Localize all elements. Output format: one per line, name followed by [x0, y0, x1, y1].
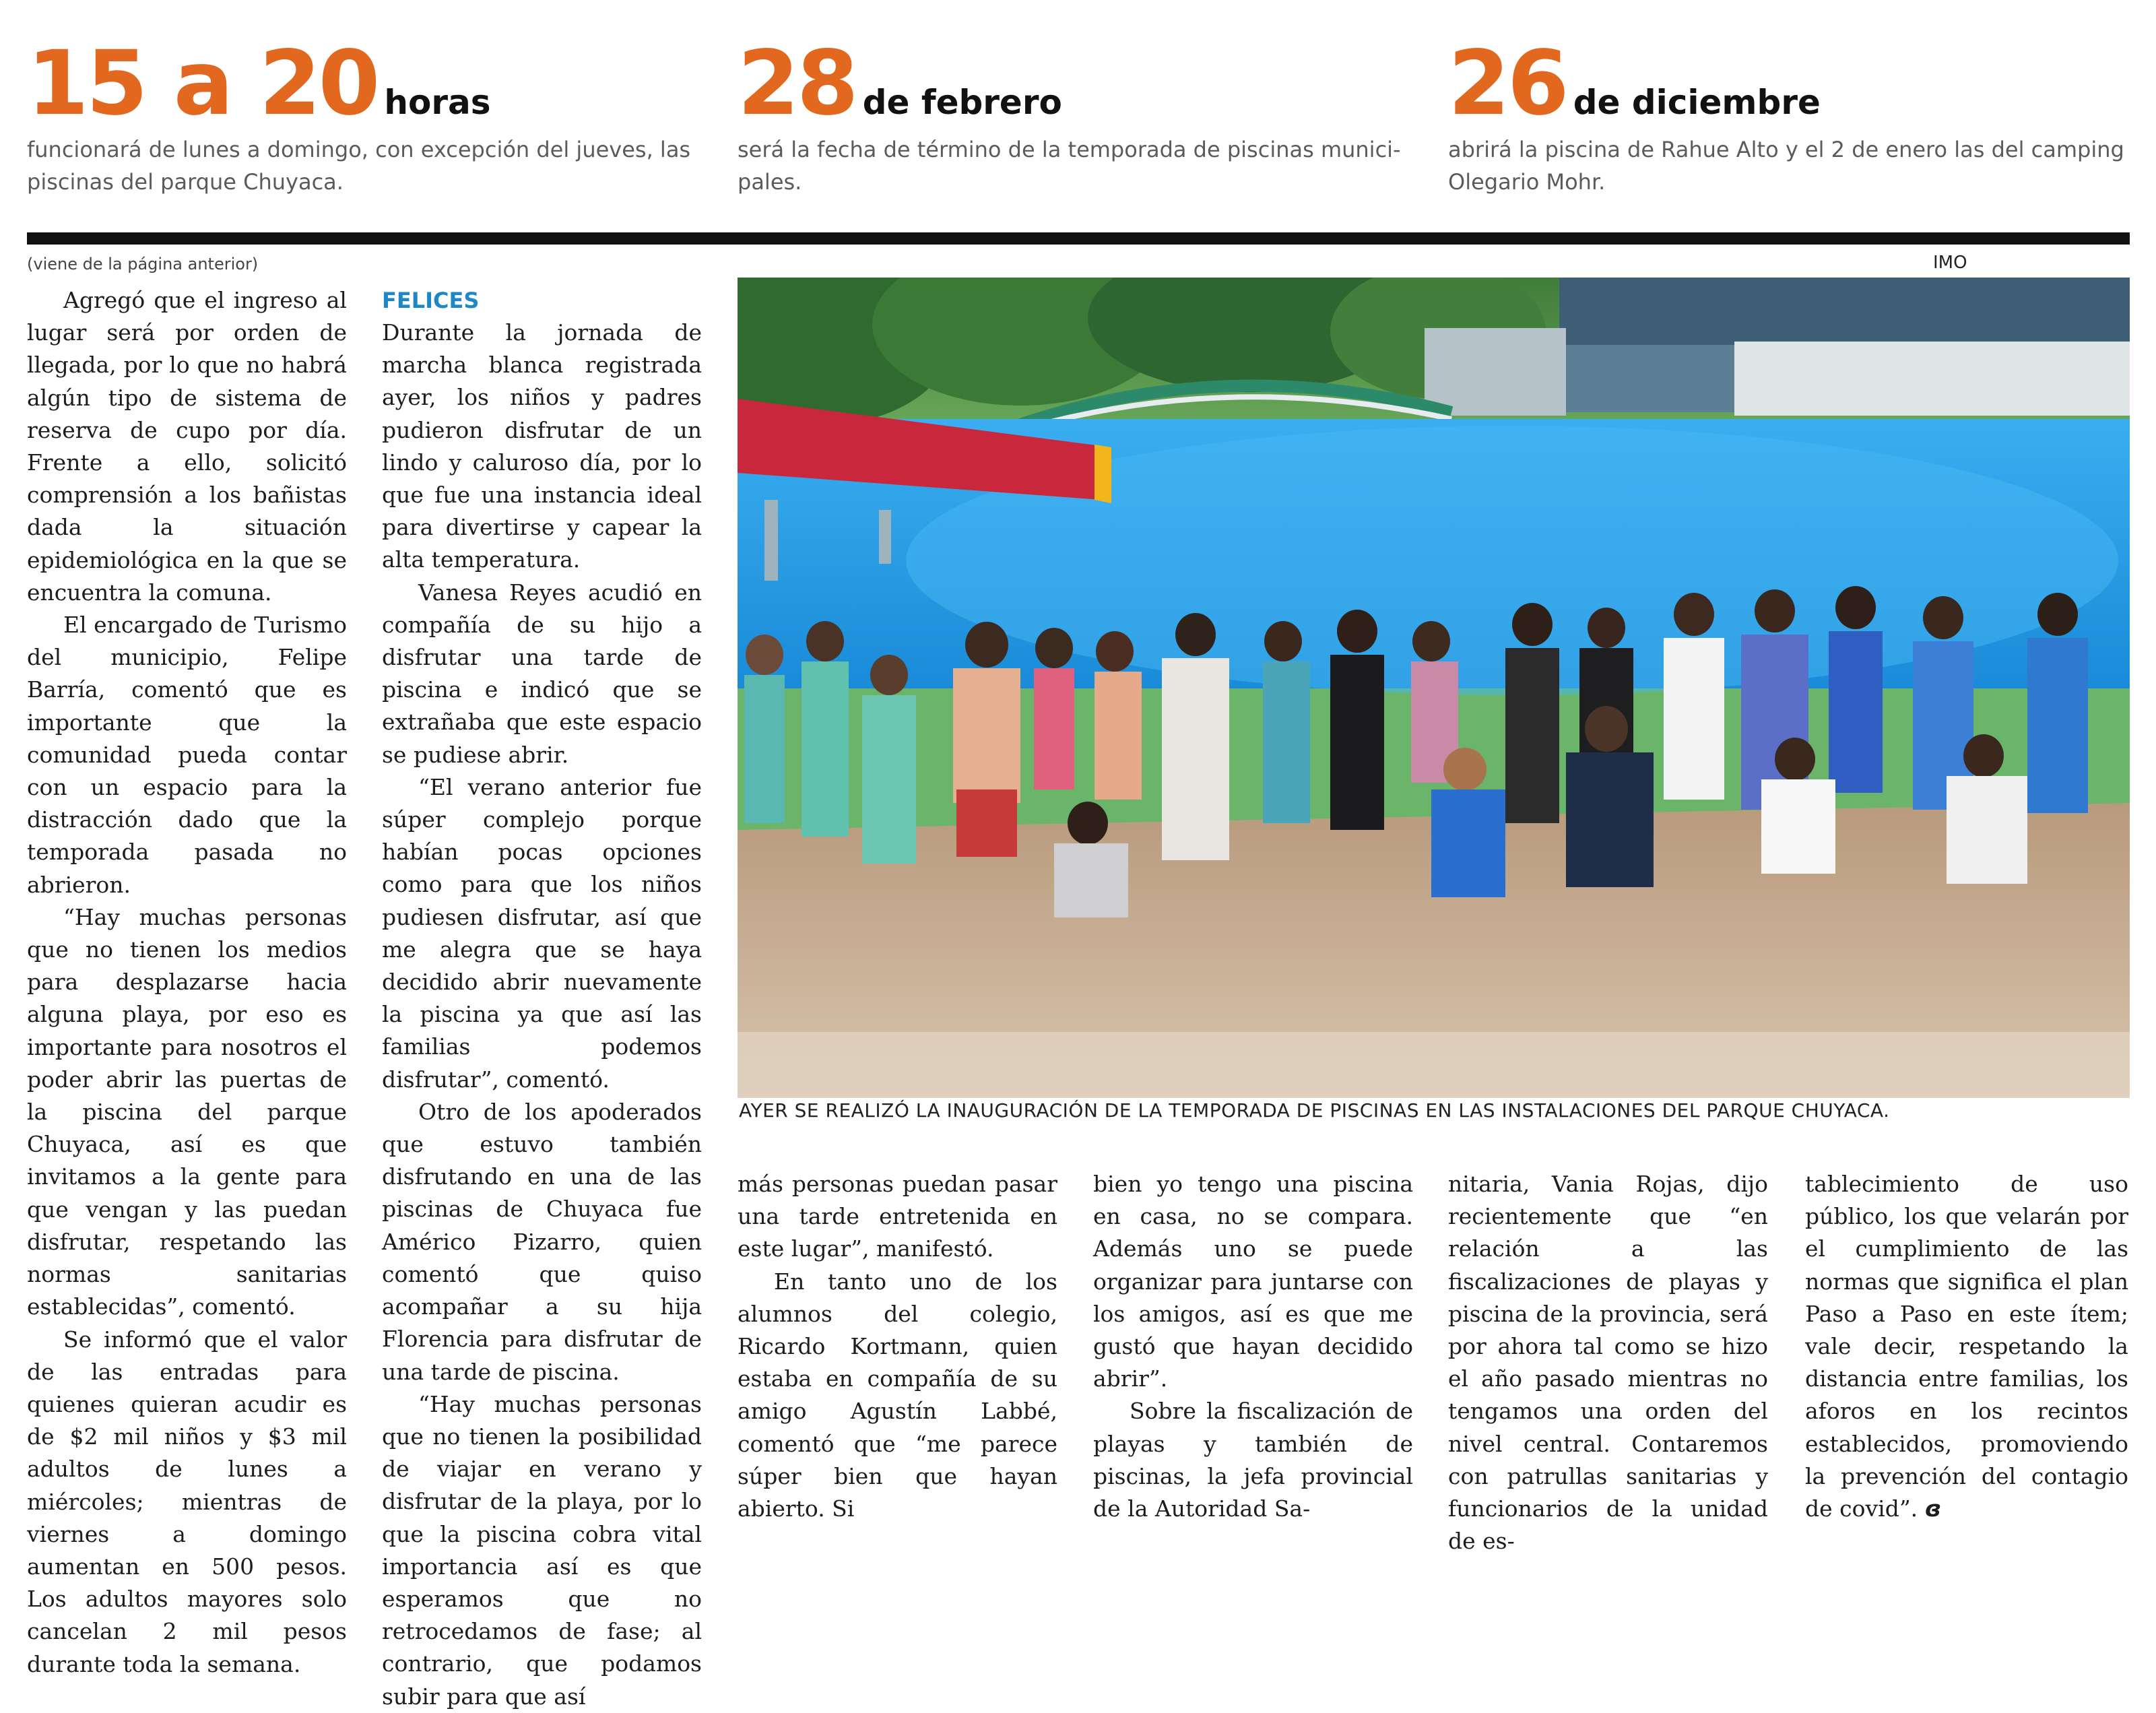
stat-unit: de febrero: [862, 83, 1062, 122]
paragraph: Otro de los apoderados que estuvo también disfrutando en una de las piscinas de Chuyaca fue Américo Pizarro, quien comentó que quiso acompañar a su hija Florencia para disfrutar de una tarde de piscina.: [382, 1098, 702, 1385]
article-column-2: [382, 284, 702, 1713]
paragraph: nitaria, Vania Rojas, dijo recientemente que “en relación a las fiscalizaciones de playas y piscina de la provincia, será por ahora tal como se hizo el año pasado mientras no tengamos una orden del nivel central. Contaremos con patrullas sanitarias y funcionarios de la unidad de es-: [1448, 1171, 1768, 1555]
article-column-4: [1093, 1168, 1413, 1525]
paragraph: Se informó que el valor de las entradas para quienes quieran acudir es de $2 mil niños y $3 mil adultos de lunes a miércoles; mientras de viernes a domingo aumentan en 500 pesos. Los adultos mayores solo cancelan 2 mil pesos durante toda la semana.: [27, 1326, 347, 1677]
paragraph: “Hay muchas personas que no tienen los medios para desplazarse hacia alguna playa, por eso es importante para nosotros el poder abrir las puertas de la piscina del parque Chuyaca, así es que invitamos a la gente para que vengan y las puedan disfrutar, respetando las normas sanitarias establecidas”, comentó.: [27, 903, 347, 1320]
paragraph: Vanesa Reyes acudió en compañía de su hijo a disfrutar una tarde de piscina e indicó que se extrañaba que este espacio se pudiese abrir.: [382, 579, 702, 768]
section-divider: [27, 232, 2130, 245]
continued-note: (viene de la página anterior): [27, 255, 259, 273]
stat-description: será la fecha de término de la temporada de piscinas munici-pales.: [738, 137, 1401, 195]
stat-unit: horas: [384, 83, 491, 122]
paragraph: Sobre la fiscalización de playas y también de piscinas, la jefa provincial de la Autoridad Sa-: [1093, 1398, 1413, 1522]
news-photo: [738, 278, 2130, 1098]
paragraph: En tanto uno de los alumnos del colegio, Ricardo Kortmann, quien estaba en compañía de su amigo Agustín Labbé, comentó que “me parece súper bien que hayan abierto. Si: [738, 1268, 1057, 1522]
paragraph: “Hay muchas personas que no tienen la posibilidad de viajar en verano y disfrutar de la playa, por lo que la piscina cobra vital importancia así es que esperamos que no retrocedamos de fase; al contrario, que podamos subir para que así: [382, 1390, 702, 1710]
section-subhead: FELICES: [382, 288, 480, 313]
paragraph: más personas puedan pasar una tarde entretenida en este lugar”, manifestó.: [738, 1171, 1057, 1262]
pool-inauguration-photo: [738, 278, 2130, 1098]
stat-start-date: [1448, 32, 2128, 198]
paragraph-text: tablecimiento de uso público, los que velarán por el cumplimiento de las normas que significa el plan Paso a Paso en este ítem; vale decir, respetando la distancia entre familias, los aforos en los recintos establecidos, promoviendo la prevención del contagio de covid”.: [1805, 1171, 2128, 1522]
stat-description: abrirá la piscina de Rahue Alto y el 2 de enero las del camping Olegario Mohr.: [1448, 137, 2124, 195]
stat-unit: de diciembre: [1573, 83, 1821, 122]
stat-number: 28: [738, 32, 856, 135]
paragraph: bien yo tengo una piscina en casa, no se compara. Además uno se puede organizar para juntarse con los amigos, así es que me gustó que hayan decidido abrir”.: [1093, 1171, 1413, 1392]
stat-end-date: [738, 32, 1411, 198]
paragraph: Agregó que el ingreso al lugar será por orden de llegada, por lo que no habrá algún tipo de sistema de reserva de cupo por día. Frente a ello, solicitó comprensión a los bañistas dada la situación epidemiológica en la que se encuentra la comuna.: [27, 287, 347, 606]
article-column-3: [738, 1168, 1057, 1525]
paragraph: “El verano anterior fue súper complejo porque habían pocas opciones como para que los niños pudiesen disfrutar, así que me alegra que se haya decidido abrir nuevamente la piscina ya que así las familias podemos disfrutar”, comentó.: [382, 773, 702, 1093]
stat-description: funcionará de lunes a domingo, con excepción del jueves, las piscinas del parque Chuyaca.: [27, 137, 691, 195]
stat-hours: [27, 32, 700, 198]
stat-number: 26: [1448, 32, 1567, 135]
paragraph: [1805, 1168, 2128, 1525]
stat-number: 15 a 20: [27, 32, 378, 135]
paragraph: El encargado de Turismo del municipio, Felipe Barría, comentó que es importante que la comunidad pueda contar con un espacio para la distracción dado que la temporada pasada no abrieron.: [27, 612, 347, 898]
end-sign: ɞ: [1924, 1495, 1941, 1522]
photo-caption: AYER SE REALIZÓ LA INAUGURACIÓN DE LA TEMPORADA DE PISCINAS EN LAS INSTALACIONES DEL PARQUE CHUYACA.: [739, 1099, 1890, 1122]
article-column-6: [1805, 1168, 2128, 1525]
article-column-5: [1448, 1168, 1768, 1557]
photo-credit: IMO: [1933, 253, 1967, 273]
paragraph: Durante la jornada de marcha blanca registrada ayer, los niños y padres pudieron disfrutar de un lindo y caluroso día, por lo que fue una instancia ideal para divertirse y capear la alta temperatura.: [382, 319, 702, 573]
